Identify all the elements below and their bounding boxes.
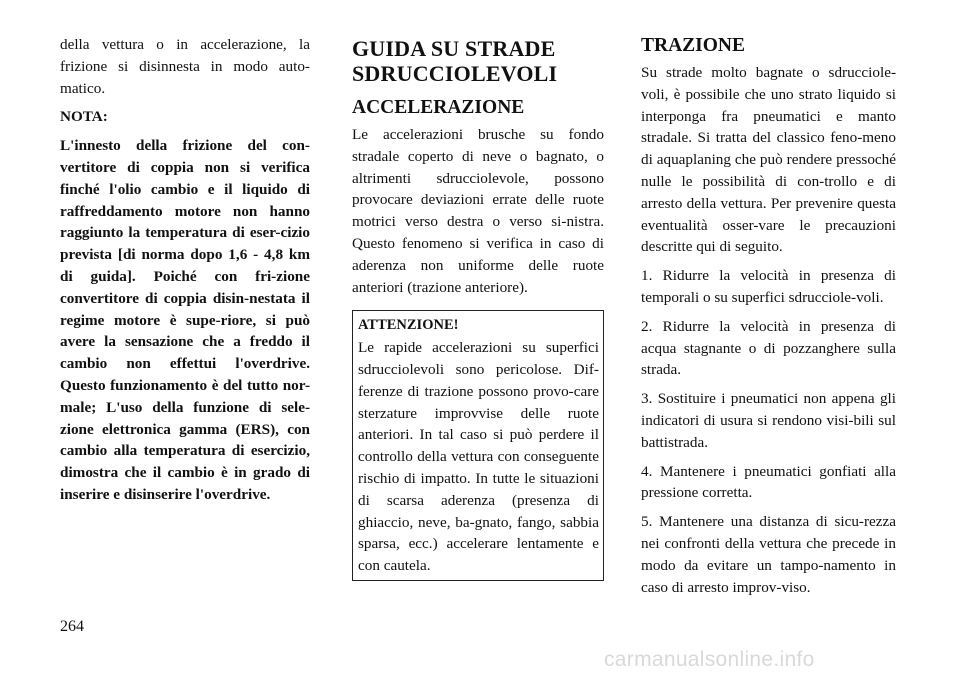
traction-intro: Su strade molto bagnate o sdrucciole-voli, è possibile che uno strato liquido si interponga fra pneumatici e manto stradale. Si tratta del classico feno-meno di aquaplaning che può rendere pressoché nulle le possibilità di con-trollo e di arresto della vettura. Per prevenire questa eventualità osser-vare le precauzioni descritte qui di seguito.: [641, 64, 896, 256]
list-item: 3. Sostituire i pneumatici non appena gli indicatori di usura si rendono visi-bili sul battistrada.: [641, 390, 896, 451]
subheading-acceleration: ACCELERAZIONE: [352, 97, 525, 118]
list-item: 4. Mantenere i pneumatici gonfiati alla pressione corretta.: [641, 462, 896, 502]
watermark: carmanualsonline.info: [604, 648, 815, 671]
warning-label: ATTENZIONE!: [358, 317, 459, 334]
list-item: 1. Ridurre la velocità in presenza di temporali o su superfici sdrucciole-voli.: [641, 267, 896, 306]
middle-column: [352, 36, 604, 581]
warning-box: [352, 310, 604, 581]
section-heading-line2: SDRUCCIOLEVOLI: [352, 61, 558, 86]
right-column: [641, 34, 896, 605]
warning-text: Le rapide accelerazioni su superfici sdrucciolevoli sono pericolose. Dif-ferenze di trazione possono provo-care sterzature improvvise delle ruote anteriori. In tal caso si può perdere il controllo della vettura con conseguente rischio di impatto. In tutte le situazioni di scarsa aderenza (presenza di ghiaccio, neve, ba-gnato, fango, sabbia sparsa, ecc.) accelerare lentamente e con cautela.: [358, 339, 599, 575]
note-text: L'innesto della frizione del con-vertitore di coppia non si verifica finché l'olio cambio e il liquido di raffreddamento motore non hanno raggiunto la temperatura di eser-cizio prevista [di norma dopo 1,6 - 4,8 km di guida]. Poiché con fri-zione convertitore di coppia disin-nestata il regime motore è supe-riore, si può avere la sensazione che a freddo il cambio non effettui l'overdrive. Questo funzionamento è del tutto nor-male; L'uso della funzione di sele-zione elettronica gamma (ERS), con cambio alla temperatura di esercizio, dimostra che il cambio è in grado di inserire e disinserire l'overdrive.: [60, 137, 310, 503]
intro-paragraph: della vettura o in accelerazione, la frizione si disinnesta in modo auto-matico.: [60, 36, 310, 97]
list-item: 5. Mantenere una distanza di sicu-rezza nei confronti della vettura che precede in modo da evitare un tampo-namento in caso di arresto improv-viso.: [641, 513, 896, 596]
section-heading-line1: GUIDA SU STRADE: [352, 36, 556, 61]
traction-heading: TRAZIONE: [641, 35, 746, 56]
acceleration-paragraph: Le accelerazioni brusche su fondo stradale coperto di neve o bagnato, o altrimenti sdrucciolevole, possono provocare deviazioni errate delle ruote motrici verso destra o verso si-nistra. Questo fenomeno si verifica in caso di aderenza non uniforme delle ruote anteriori (trazione anteriore).: [352, 126, 604, 296]
section-heading: [352, 36, 604, 86]
left-column: [60, 34, 310, 513]
list-item: 2. Ridurre la velocità in presenza di acqua stagnante o di pozzanghere sulla strada.: [641, 317, 896, 379]
page-number: 264: [60, 618, 84, 635]
note-label: NOTA:: [60, 108, 108, 126]
